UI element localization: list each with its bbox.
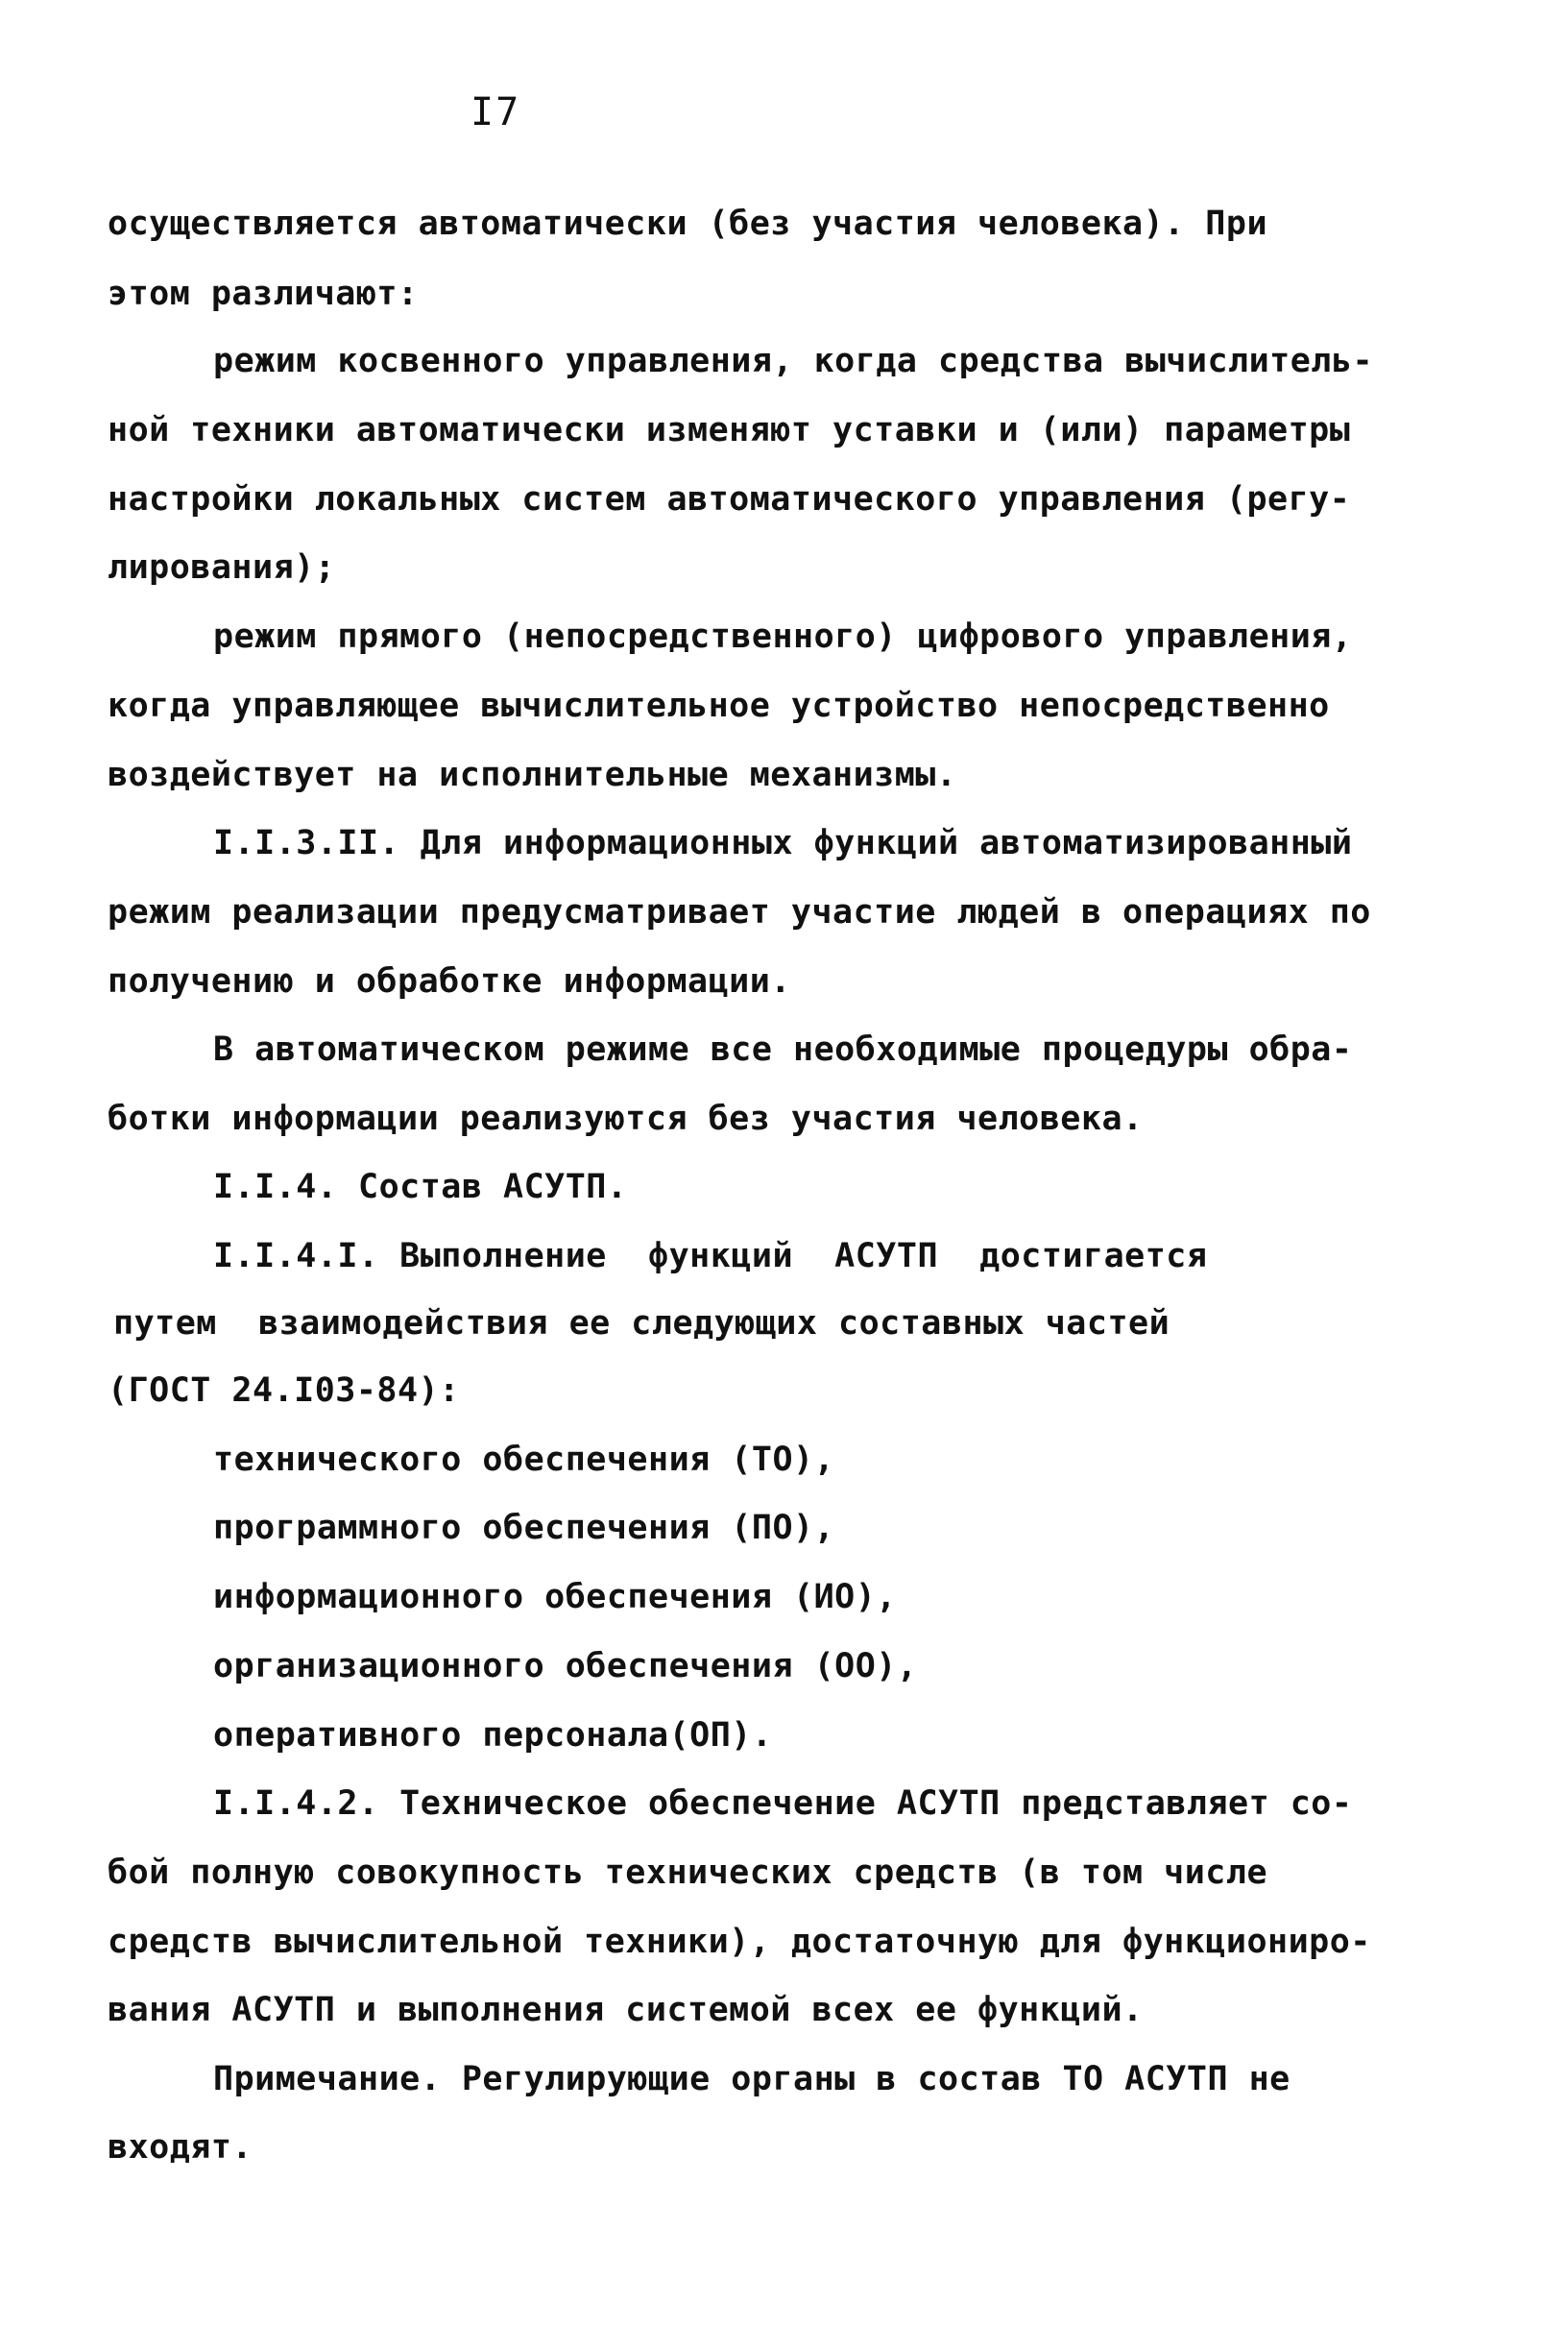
text-line: этом различают: (108, 275, 419, 313)
text-line: I.I.4.2. Техническое обеспечение АСУТП представляет со- (213, 1784, 1353, 1823)
list-item: организационного обеспечения (ОО), (213, 1647, 918, 1685)
text-line: лирования); (108, 548, 336, 587)
text-line: режим прямого (непосредственного) цифрового управления, (213, 618, 1353, 656)
text-line: бой полную совокупность технических средств (в том числе (108, 1854, 1268, 1892)
text-line: получению и обработке информации. (108, 962, 791, 1001)
text-line: осуществляется автоматически (без участия человека). При (108, 205, 1268, 243)
text-line: I.I.3.II. Для информационных функций автоматизированный (213, 824, 1353, 862)
text-line: режим косвенного управления, когда средства вычислитель- (213, 342, 1374, 380)
note-line: входят. (108, 2128, 253, 2167)
list-item: информационного обеспечения (ИО), (213, 1578, 897, 1616)
text-line: настройки локальных систем автоматического управления (регу- (108, 480, 1351, 519)
page-number: I7 (470, 90, 521, 134)
text-line: вания АСУТП и выполнения системой всех ее функций. (108, 1991, 1144, 2029)
text-line: В автоматическом режиме все необходимые процедуры обра- (213, 1030, 1353, 1069)
text-line: ботки информации реализуются без участия человека. (108, 1100, 1144, 1138)
text-line: воздействует на исполнительные механизмы. (108, 756, 957, 794)
text-line: когда управляющее вычислительное устройство непосредственно (108, 687, 1330, 725)
note-line: Примечание. Регулирующие органы в состав ТО АСУТП не (213, 2060, 1291, 2098)
text-line: путем взаимодействия ее следующих составных частей (113, 1304, 1170, 1343)
section-heading: I.I.4. Состав АСУТП. (213, 1168, 628, 1206)
text-line: режим реализации предусматривает участие людей в операциях по (108, 893, 1371, 932)
text-line: ной техники автоматически изменяют уставки и (или) параметры (108, 411, 1351, 449)
list-item: оперативного персонала(ОП). (213, 1716, 773, 1755)
text-line: I.I.4.I. Выполнение функций АСУТП достигается (213, 1237, 1208, 1275)
text-line: (ГОСТ 24.I03-84): (108, 1371, 460, 1410)
list-item: технического обеспечения (ТО), (213, 1441, 835, 1479)
text-line: средств вычислительной техники), достаточную для функциониро- (108, 1923, 1371, 1961)
list-item: программного обеспечения (ПО), (213, 1509, 835, 1547)
